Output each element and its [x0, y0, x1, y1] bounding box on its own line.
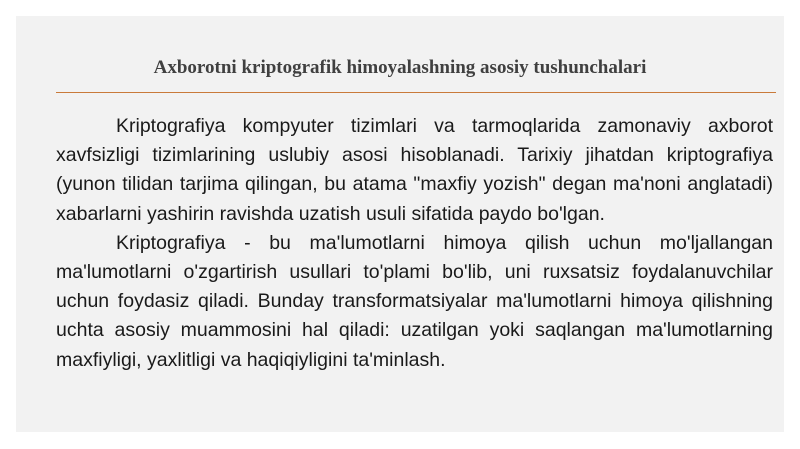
title-divider: [56, 92, 776, 93]
slide-body: [56, 112, 773, 375]
slide: [16, 16, 784, 432]
body-paragraph-2: Kriptografiya - bu ma'lumotlarni himoya qilish uchun mo'ljallangan ma'lumotlarni o'zgartirish usullari to'plami bo'lib, uni ruxsatsiz foydalanuvchilar uchun foydasiz qiladi. Bunday transformatsiyalar ma'lumotlarni himoya qilishning uchta asosiy muammosini hal qiladi: uzatilgan yoki saqlangan ma'lumotlarning maxfiyligi, yaxlitligi va haqiqiyligini ta'minlash.: [56, 231, 773, 371]
slide-title: Axborotni kriptografik himoyalashning asosiy tushunchalari: [153, 57, 647, 78]
body-paragraph-1: Kriptografiya kompyuter tizimlari va tarmoqlarida zamonaviy axborot xavfsizligi tizimlarining uslubiy asosi hisoblanadi. Tarixiy jihatdan kriptografiya (yunon tilidan tarjima qilingan, bu atama "maxfiy yozish" degan ma'noni anglatadi) xabarlarni yashirin ravishda uzatish usuli sifatida paydo bo'lgan.: [56, 115, 773, 225]
